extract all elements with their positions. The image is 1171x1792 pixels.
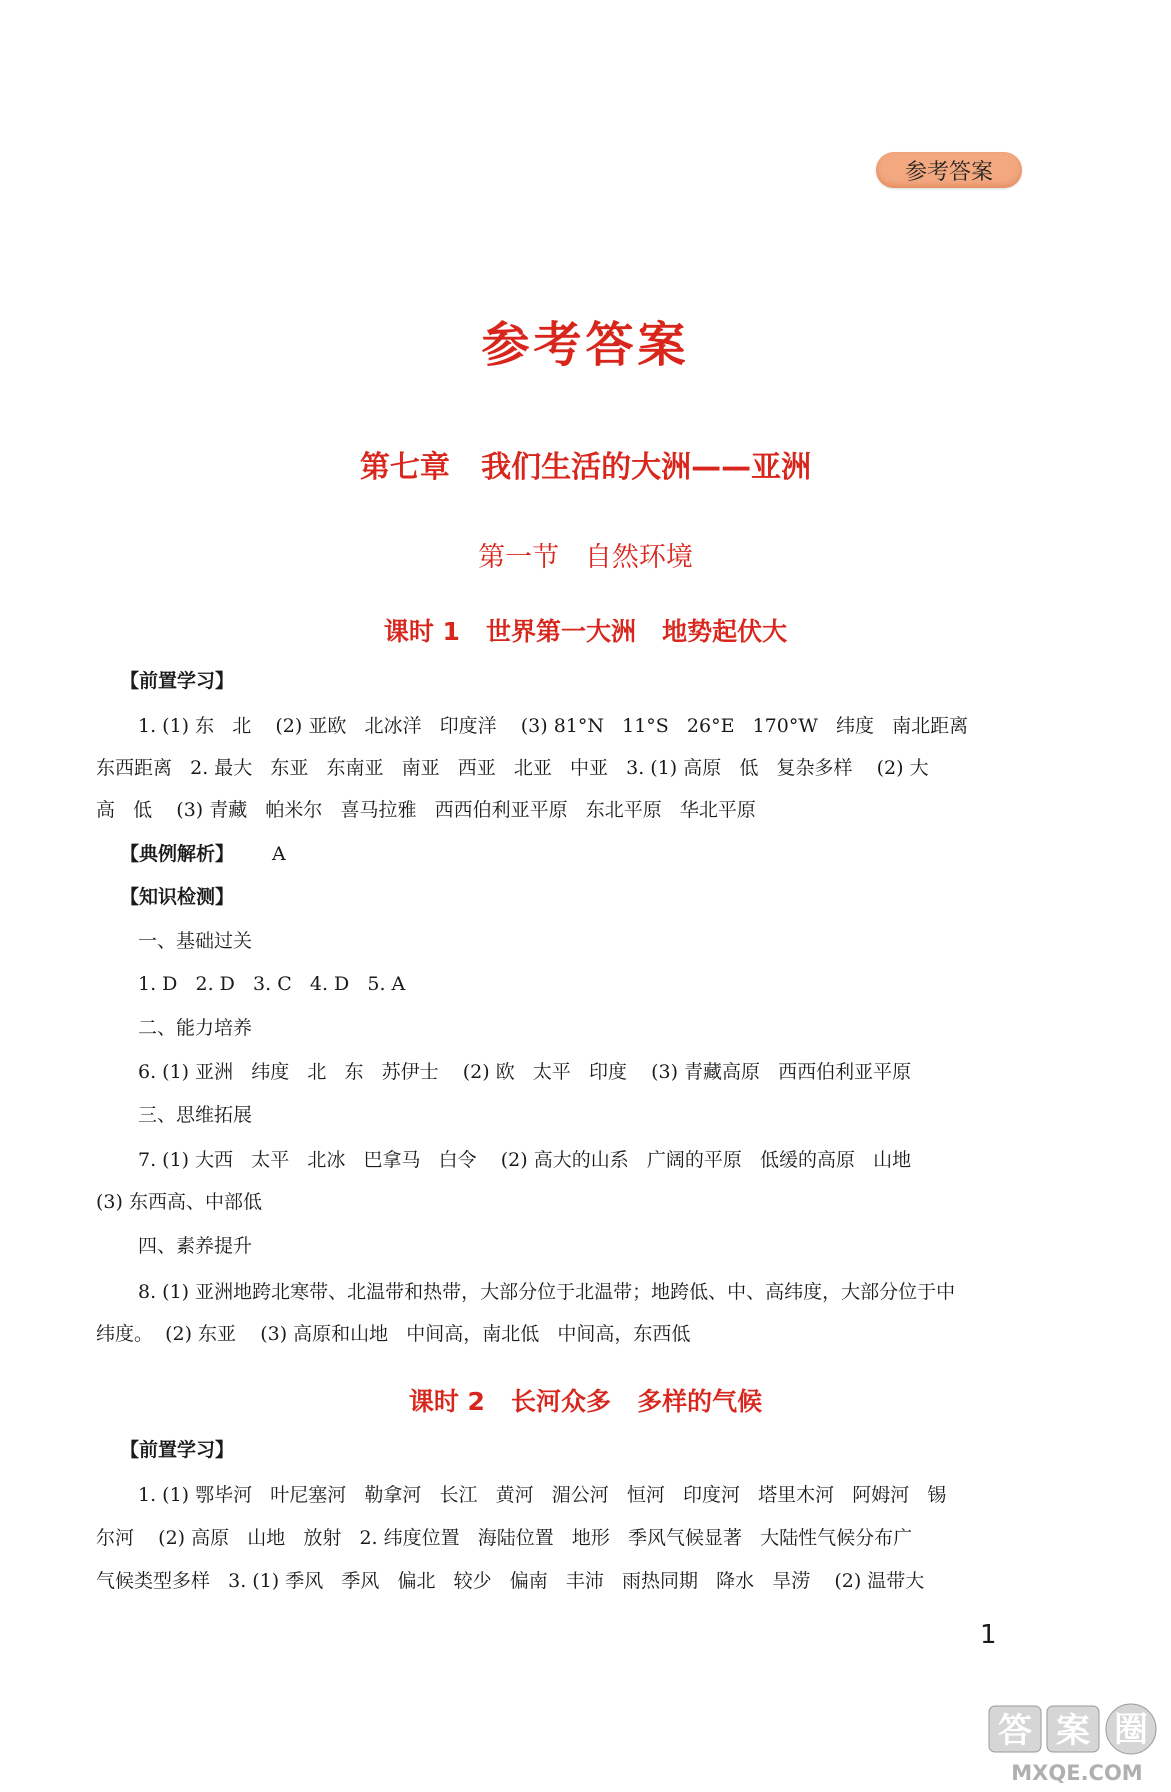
lesson-2-preview-line: 尔河 (2) 高原 山地 放射 2. 纬度位置 海陆位置 地形 季风气候显著 大陆性气候分布广 xyxy=(96,1527,913,1549)
lesson-1-part1-answers: 1. D 2. D 3. C 4. D 5. A xyxy=(138,973,406,995)
lesson-2-preview-heading: 【前置学习】 xyxy=(120,1439,235,1461)
lesson-1-part3-heading: 三、思维拓展 xyxy=(138,1104,253,1126)
lesson-1-part3-answers: 7. (1) 大西 太平 北冰 巴拿马 白令 (2) 高大的山系 广阔的平原 低缓的高原 山地 xyxy=(138,1149,912,1171)
lesson-1-preview-line: 东西距离 2. 最大 东亚 东南亚 南亚 西亚 北亚 中亚 3. (1) 高原 低 复杂多样 (2) 大 xyxy=(96,757,929,779)
svg-text:MXQE.COM: MXQE.COM xyxy=(1011,1761,1143,1785)
lesson-1-part2-heading: 二、能力培养 xyxy=(138,1017,253,1039)
lesson-1-part1-heading: 一、基础过关 xyxy=(138,930,253,952)
lesson-2-title: 课时 2 长河众多 多样的气候 xyxy=(408,1387,763,1416)
lesson-1-example-answer: A xyxy=(272,843,286,865)
lesson-1-part2-answers: 6. (1) 亚洲 纬度 北 东 苏伊士 (2) 欧 太平 印度 (3) 青藏高原 西西伯利亚平原 xyxy=(138,1061,912,1083)
svg-text:案: 案 xyxy=(1056,1711,1090,1751)
page-title: 参考答案 xyxy=(481,317,690,373)
lesson-1-title: 课时 1 世界第一大洲 地势起伏大 xyxy=(383,617,788,646)
lesson-1-example-heading: 【典例解析】 xyxy=(120,843,235,865)
lesson-1-part4-answers: 8. (1) 亚洲地跨北寒带、北温带和热带，大部分位于北温带；地跨低、中、高纬度，大部分位于中 xyxy=(138,1281,956,1303)
chapter-title: 第七章 我们生活的大洲——亚洲 xyxy=(359,450,812,485)
lesson-2-preview-line: 1. (1) 鄂毕河 叶尼塞河 勒拿河 长江 黄河 湄公河 恒河 印度河 塔里木河 阿姆河 锡 xyxy=(138,1484,947,1506)
lesson-1-preview-heading: 【前置学习】 xyxy=(120,670,235,692)
watermark-logo xyxy=(985,1700,1165,1788)
lesson-1-part3-answers: (3) 东西高、中部低 xyxy=(96,1191,262,1213)
lesson-1-preview-line: 高 低 (3) 青藏 帕米尔 喜马拉雅 西西伯利亚平原 东北平原 华北平原 xyxy=(96,799,756,821)
page-number: 1 xyxy=(980,1620,997,1650)
svg-text:圈: 圈 xyxy=(1114,1710,1148,1750)
header-answer-tab: 参考答案 xyxy=(876,152,1022,188)
lesson-1-preview-line: 1. (1) 东 北 (2) 亚欧 北冰洋 印度洋 (3) 81°N 11°S 26°E 170°W 纬度 南北距离 xyxy=(138,715,969,737)
section-title: 第一节 自然环境 xyxy=(478,542,693,573)
lesson-1-check-heading: 【知识检测】 xyxy=(120,886,235,908)
lesson-2-preview-line: 气候类型多样 3. (1) 季风 季风 偏北 较少 偏南 丰沛 雨热同期 降水 旱涝 (2) 温带大 xyxy=(96,1570,925,1592)
svg-text:答: 答 xyxy=(998,1711,1032,1751)
lesson-1-part4-answers: 纬度。 (2) 东亚 (3) 高原和山地 中间高，南北低 中间高，东西低 xyxy=(96,1323,691,1345)
lesson-1-part4-heading: 四、素养提升 xyxy=(138,1235,253,1257)
